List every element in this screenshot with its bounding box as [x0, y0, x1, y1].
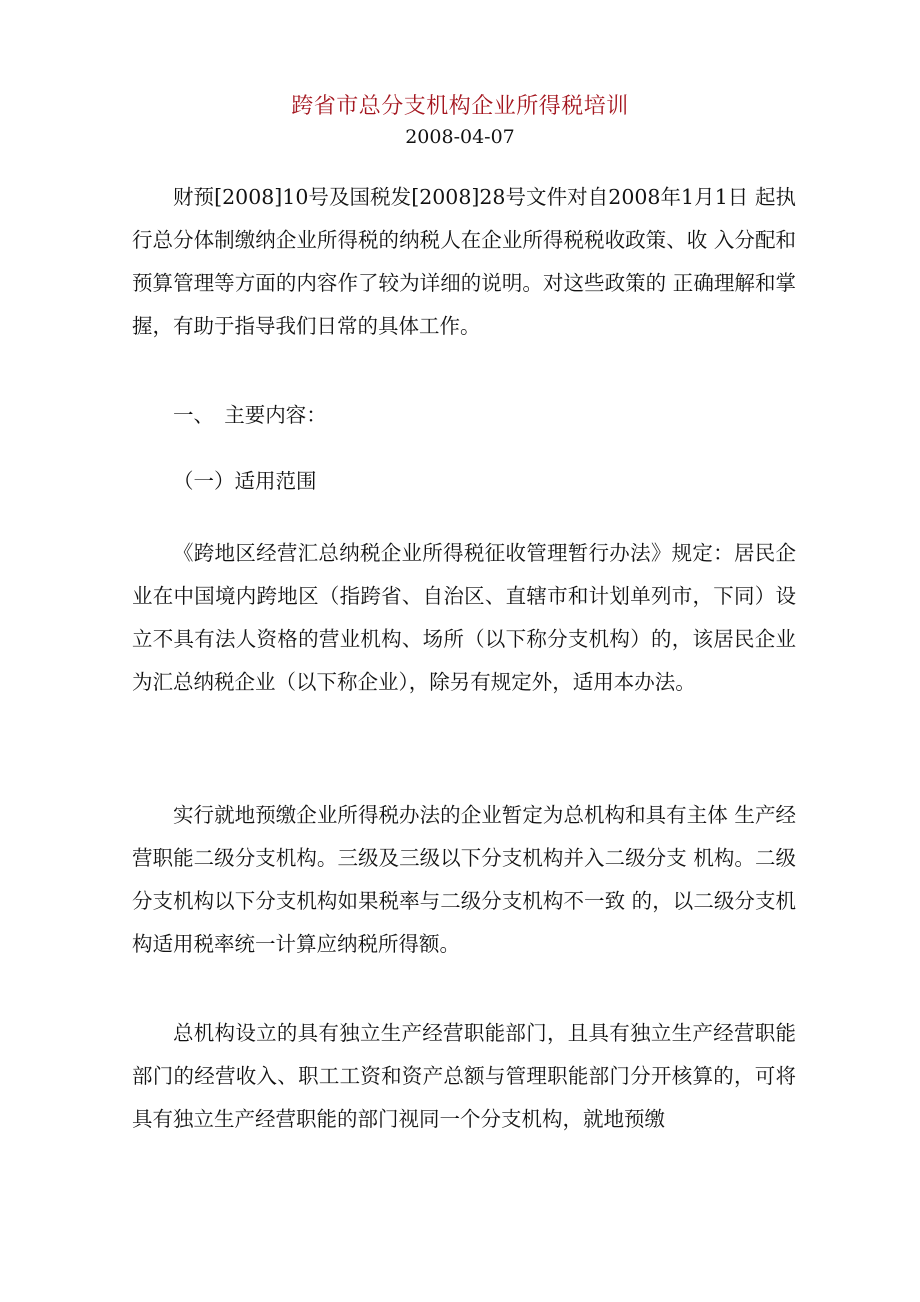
body-paragraph-departments: 总机构设立的具有独立生产经营职能部门，且具有独立生产经营职能部门的经营收入、职工工资和资产总额与管理职能部门分开核算的，可将具有独立生产经营职能的部门视同一个分支机构，就地预缴: [132, 1021, 796, 1131]
body-paragraph-scope: 《跨地区经营汇总纳税企业所得税征收管理暂行办法》规定：居民企业在中国境内跨地区（指跨省、自治区、直辖市和计划单列市，下同）设立不具有法人资格的营业机构、场所（以下称分支机构）的，该居民企业为汇总纳税企业（以下称企业），除另有规定外，适用本办法。: [132, 541, 796, 694]
intro-paragraph: 财预[2008]10号及国税发[2008]28号文件对自2008年1月1日 起执行总分体制缴纳企业所得税的纳税人在企业所得税税收政策、收 入分配和预算管理等方面的内容作了较为详细的说明。对这些政策的 正确理解和掌握，有助于指导我们日常的具体工作。: [132, 185, 796, 338]
document-title: 跨省市总分支机构企业所得税培训: [291, 94, 629, 119]
section-heading: 一、 主要内容：: [173, 403, 327, 427]
document-date: 2008-04-07: [405, 126, 515, 148]
body-paragraph-prepayment: 实行就地预缴企业所得税办法的企业暂定为总机构和具有主体 生产经营职能二级分支机构。三级及三级以下分支机构并入二级分支 机构。二级分支机构以下分支机构如果税率与二级分支机构不一致 的，以二级分支机构适用税率统一计算应纳税所得额。: [132, 803, 796, 956]
subsection-heading: （一）适用范围: [173, 469, 317, 493]
